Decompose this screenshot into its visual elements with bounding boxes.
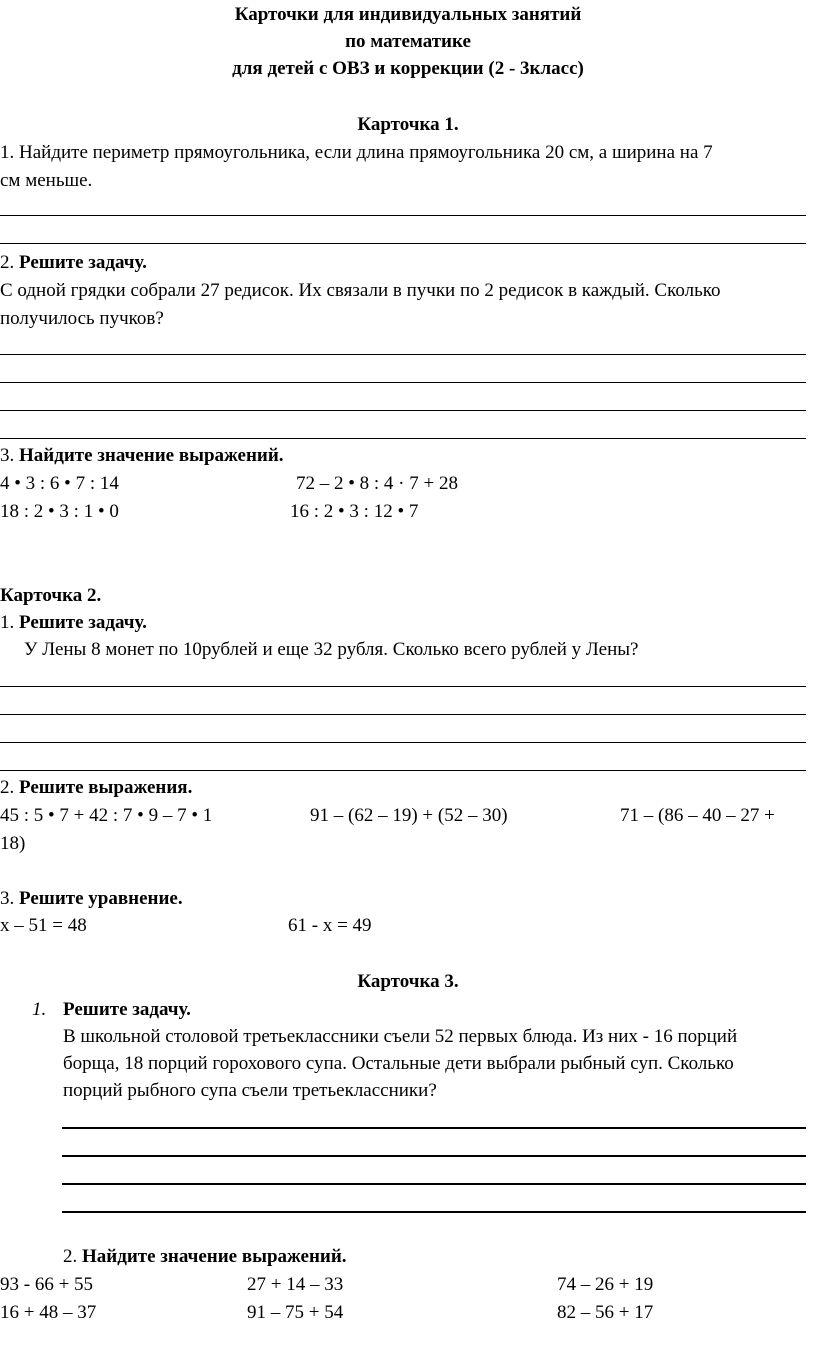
card1-expression-2: 72 – 2 • 8 : 4 · 7 + 28 xyxy=(296,473,458,494)
card1-task3-header xyxy=(0,445,284,467)
card2-expression-2: 91 – (62 – 19) + (52 – 30) xyxy=(310,805,508,826)
card3-task1-line1: В школьной столовой третьеклассники съели 52 первых блюда. Из них - 16 порций xyxy=(63,1026,738,1047)
card2-task1-header xyxy=(0,612,147,634)
card1-heading: Карточка 1. xyxy=(357,114,459,135)
doc-title-line1: Карточки для индивидуальных занятий xyxy=(234,4,582,25)
card3-task2-header xyxy=(63,1246,347,1268)
card2-task2-header xyxy=(0,777,192,799)
card1-expression-3: 18 : 2 • 3 : 1 • 0 xyxy=(0,501,119,522)
card3-expression-1: 93 - 66 + 55 xyxy=(0,1274,94,1295)
task-title: Решите выражения. xyxy=(19,777,193,798)
task-title: Найдите значение выражений. xyxy=(82,1246,347,1267)
card3-task1-line3: порций рыбного супа съели третьеклассники? xyxy=(63,1080,437,1101)
task-title: Решите уравнение. xyxy=(19,888,183,909)
card2-expression-3: 71 – (86 – 40 – 27 + xyxy=(620,805,775,826)
answer-line xyxy=(0,686,806,687)
task-number: 2. xyxy=(0,777,19,798)
task-number: 1. xyxy=(0,612,19,633)
card2-heading: Карточка 2. xyxy=(0,585,102,606)
card2-task3-header xyxy=(0,888,183,910)
card1-expression-1: 4 • 3 : 6 • 7 : 14 xyxy=(0,473,119,494)
card2-equation-2: 61 - х = 49 xyxy=(288,915,372,936)
card3-expression-2: 27 + 14 – 33 xyxy=(247,1274,344,1295)
card1-expression-4: 16 : 2 • 3 : 12 • 7 xyxy=(290,501,419,522)
answer-line xyxy=(0,243,806,244)
answer-line xyxy=(0,354,806,355)
answer-line xyxy=(62,1211,806,1213)
card3-heading: Карточка 3. xyxy=(357,971,459,992)
answer-line xyxy=(62,1155,806,1157)
card1-task2-header xyxy=(0,252,147,274)
card1-task2-line2: получилось пучков? xyxy=(0,308,164,329)
card1-task2-line1: С одной грядки собрали 27 редисок. Их связали в пучки по 2 редисок в каждый. Сколько xyxy=(0,280,721,301)
answer-line xyxy=(0,410,806,411)
answer-line xyxy=(62,1183,806,1185)
task-number: 3. xyxy=(0,888,19,909)
card2-task1-text: У Лены 8 монет по 10рублей и еще 32 рубля. Сколько всего рублей у Лены? xyxy=(24,639,639,660)
answer-line xyxy=(62,1127,806,1129)
card3-task1-number: 1. xyxy=(32,999,47,1020)
answer-line xyxy=(0,742,806,743)
card2-expression-1: 45 : 5 • 7 + 42 : 7 • 9 – 7 • 1 xyxy=(0,805,213,826)
card3-expression-4: 16 + 48 – 37 xyxy=(0,1302,97,1323)
doc-title-line2: по математике xyxy=(345,31,471,52)
card3-expression-6: 82 – 56 + 17 xyxy=(557,1302,654,1323)
card1-task1-line2: см меньше. xyxy=(0,170,93,191)
answer-line xyxy=(0,770,806,771)
card1-task1-line1: 1. Найдите периметр прямоугольника, если длина прямоугольника 20 см, а ширина на 7 xyxy=(0,142,713,163)
task-number: 3. xyxy=(0,445,19,466)
card2-expression-3-cont: 18) xyxy=(0,833,26,854)
answer-line xyxy=(0,714,806,715)
task-number: 2. xyxy=(63,1246,82,1267)
answer-line xyxy=(0,215,806,216)
task-title: Решите задачу. xyxy=(19,252,147,273)
answer-line xyxy=(0,382,806,383)
task-title: Найдите значение выражений. xyxy=(19,445,284,466)
doc-title-line3: для детей с ОВЗ и коррекции (2 - 3класс) xyxy=(232,58,584,79)
card3-task1-title: Решите задачу. xyxy=(63,999,191,1020)
card2-equation-1: х – 51 = 48 xyxy=(0,915,87,936)
task-number: 2. xyxy=(0,252,19,273)
card3-expression-3: 74 – 26 + 19 xyxy=(557,1274,654,1295)
card3-expression-5: 91 – 75 + 54 xyxy=(247,1302,344,1323)
card3-task1-line2: борща, 18 порций горохового супа. Остальные дети выбрали рыбный суп. Сколько xyxy=(63,1053,734,1074)
answer-line xyxy=(0,438,806,439)
task-title: Решите задачу. xyxy=(19,612,147,633)
